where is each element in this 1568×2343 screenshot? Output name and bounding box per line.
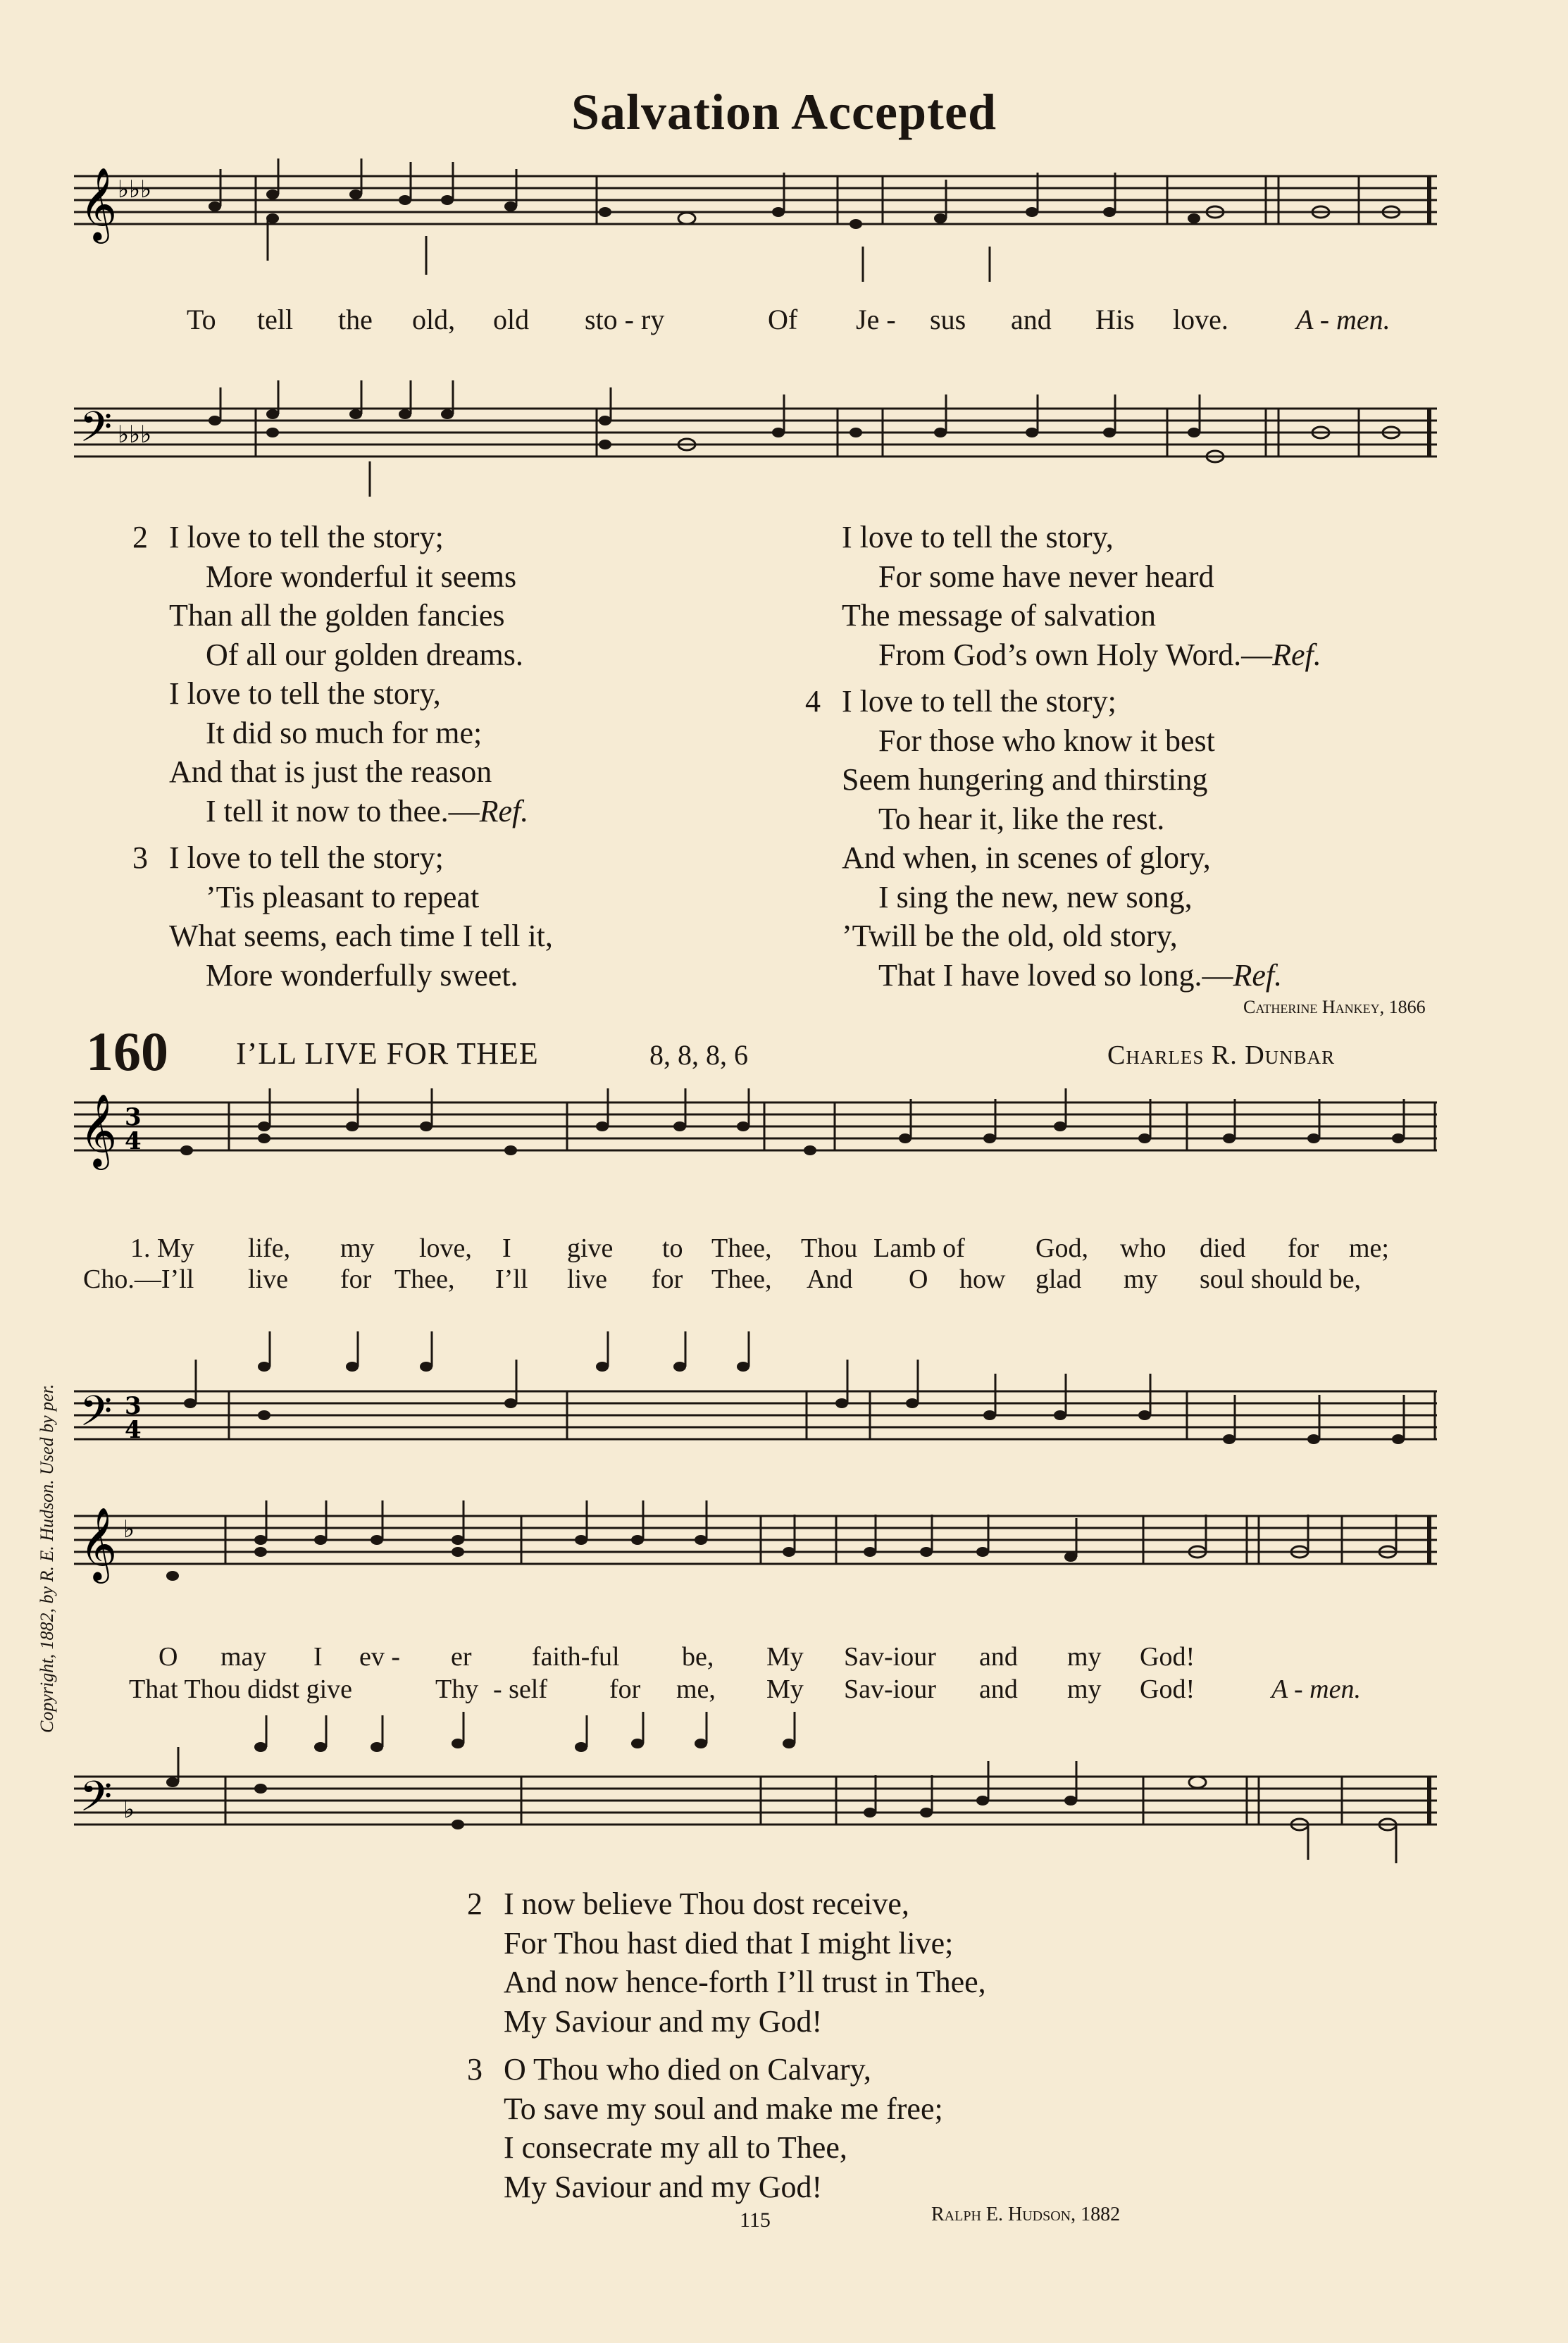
refrain-marker: Ref.	[1272, 637, 1321, 672]
page-number: 115	[740, 2208, 771, 2232]
lyric-syllable: Thou	[801, 1233, 858, 1263]
verse-3-continued-159	[842, 518, 1321, 674]
lyric-syllable: my	[340, 1233, 375, 1263]
hymn-number: 160	[86, 1021, 168, 1082]
verse-line: What seems, each time I tell it,	[169, 919, 553, 953]
verse-line: For some have never heard	[878, 559, 1214, 594]
verse-line: From God’s own Holy Word.—	[878, 637, 1273, 672]
verse-2-159	[132, 518, 529, 831]
lyric-syllable: sto - ry	[585, 304, 665, 335]
refrain-marker: Ref.	[1233, 957, 1283, 993]
lyric-syllable: ev -	[359, 1642, 401, 1672]
lyric-syllable: and	[979, 1642, 1018, 1672]
verse-line: And that is just the reason	[169, 754, 492, 789]
lyric-syllable: live	[567, 1264, 607, 1294]
lyric-syllable: be,	[682, 1642, 714, 1672]
lyric-syllable: may	[220, 1642, 267, 1672]
lyric-syllable: and	[1011, 304, 1052, 335]
verse-line: I love to tell the story;	[842, 684, 1116, 719]
verse-line: Seem hungering and thirsting	[842, 762, 1208, 797]
verse-line: ’Twill be the old, old story,	[842, 919, 1178, 953]
lyric-syllable: glad	[1035, 1264, 1082, 1294]
verse-line: I love to tell the story;	[169, 840, 444, 875]
verse-3-159	[132, 838, 553, 995]
verse-line: I sing the new, new song,	[878, 879, 1193, 914]
lyric-syllable: for	[340, 1264, 372, 1294]
lyric-syllable: my	[1067, 1642, 1102, 1672]
music-staff-treble-160-row2	[74, 1500, 1441, 1641]
lyric-syllable: Thee,	[711, 1233, 772, 1263]
lyric-syllable: live	[248, 1264, 288, 1294]
verse-line: I love to tell the story,	[169, 676, 441, 711]
svg-text:𝄞: 𝄞	[80, 1093, 118, 1167]
svg-text:4: 4	[125, 1416, 142, 1444]
verse-line: More wonderful it seems	[206, 559, 517, 594]
verse-line: Of all our golden dreams.	[206, 637, 523, 672]
lyric-syllable: Thee,	[711, 1264, 772, 1294]
lyric-syllable: to	[662, 1233, 683, 1263]
verse-number: 3	[467, 2052, 483, 2087]
lyric-syllable: and	[979, 1674, 1018, 1704]
music-staff-bass-160-row1	[74, 1317, 1441, 1451]
verse-line: And now hence-forth I’ll trust in Thee,	[504, 1965, 986, 1999]
svg-text:♭: ♭	[123, 1796, 135, 1824]
lyrics-line-159	[0, 303, 1568, 338]
copyright-notice: Copyright, 1882, by R. E. Hudson. Used by per.	[37, 1384, 57, 1733]
lyric-syllable: Je -	[856, 304, 896, 335]
hymn-title-salvation-accepted: Salvation Accepted	[571, 84, 997, 140]
lyric-syllable: died	[1200, 1233, 1246, 1263]
svg-text:𝄞: 𝄞	[80, 167, 118, 241]
verse-line: To hear it, like the rest.	[878, 801, 1165, 836]
lyric-syllable: My	[766, 1674, 804, 1704]
lyrics-line-160-row1-verse	[0, 1233, 1568, 1267]
lyric-syllable: love,	[419, 1233, 472, 1263]
lyric-syllable: who	[1120, 1233, 1166, 1263]
verse-line: O Thou who died on Calvary,	[504, 2052, 871, 2087]
verse-line: To save my soul and make me free;	[504, 2091, 943, 2126]
lyrics-line-160-row2-verse	[0, 1641, 1568, 1675]
lyric-syllable: life,	[248, 1233, 291, 1263]
music-credit-160: Ralph E. Hudson, 1882	[931, 2204, 1121, 2225]
lyric-syllable: 1. My	[130, 1233, 194, 1263]
lyric-syllable: Thy	[435, 1674, 479, 1704]
lyric-syllable: My	[766, 1642, 804, 1672]
lyric-syllable: I	[502, 1233, 511, 1263]
svg-text:𝄞: 𝄞	[80, 1507, 118, 1581]
lyric-syllable: old	[493, 304, 530, 335]
music-staff-bass-159	[74, 366, 1441, 500]
verse-4-159	[805, 682, 1283, 995]
lyric-syllable: sus	[930, 304, 966, 335]
lyric-syllable: soul should be,	[1200, 1264, 1362, 1294]
verse-line: For those who know it best	[878, 723, 1215, 758]
music-staff-treble-159	[74, 169, 1441, 303]
verse-2-160	[467, 1884, 986, 2041]
svg-text:♭: ♭	[123, 1515, 135, 1543]
lyric-syllable: tell	[257, 304, 294, 335]
lyric-syllable: To	[187, 304, 216, 335]
lyric-syllable: Lamb of	[873, 1233, 965, 1263]
lyric-syllable: A - men.	[1271, 1674, 1361, 1704]
verse-line: The message of salvation	[842, 598, 1156, 633]
verse-number: 2	[467, 1887, 483, 1921]
music-staff-treble-160-row1	[74, 1095, 1441, 1229]
verse-number: 2	[132, 520, 148, 554]
verse-line: I consecrate my all to Thee,	[504, 2130, 847, 2165]
lyric-syllable: His	[1095, 304, 1135, 335]
lyric-syllable: my	[1067, 1674, 1102, 1704]
author-credit-159: Catherine Hankey, 1866	[1243, 997, 1426, 1017]
verse-line: My Saviour and my God!	[504, 2169, 823, 2204]
lyric-syllable: God!	[1140, 1674, 1195, 1704]
lyric-syllable: Sav-iour	[844, 1674, 936, 1704]
lyric-syllable: I’ll	[495, 1264, 528, 1294]
lyric-syllable: Of	[768, 304, 798, 335]
lyric-syllable: for	[652, 1264, 683, 1294]
lyric-syllable: the	[338, 304, 373, 335]
verse-line: I love to tell the story,	[842, 520, 1114, 554]
lyric-syllable: I	[313, 1642, 323, 1672]
verse-line: I tell it now to thee.—	[206, 793, 480, 828]
lyric-syllable: O	[158, 1642, 178, 1672]
lyric-syllable: A - men.	[1296, 304, 1390, 335]
lyric-syllable: Sav-iour	[844, 1642, 936, 1672]
verse-line: For Thou hast died that I might live;	[504, 1925, 954, 1960]
music-staff-bass-160-row2	[74, 1719, 1441, 1874]
lyric-syllable: for	[609, 1674, 641, 1704]
svg-text:♭♭♭: ♭♭♭	[118, 421, 152, 449]
lyric-syllable: - self	[493, 1674, 548, 1704]
verse-line: It did so much for me;	[206, 715, 483, 750]
lyric-syllable: me,	[676, 1674, 716, 1704]
verse-line: I love to tell the story;	[169, 520, 444, 554]
lyric-syllable: That Thou didst give	[129, 1674, 352, 1704]
refrain-marker: Ref.	[479, 793, 529, 828]
lyric-syllable: for	[1288, 1233, 1319, 1263]
svg-text:4: 4	[125, 1127, 142, 1155]
svg-text:♭♭♭: ♭♭♭	[118, 175, 152, 204]
svg-text:3: 3	[125, 1103, 142, 1131]
lyric-syllable: Thee,	[394, 1264, 455, 1294]
lyrics-line-160-row2-chorus	[0, 1674, 1568, 1708]
verse-line: That I have loved so long.—	[878, 957, 1233, 993]
lyrics-line-160-row1-chorus	[0, 1264, 1568, 1298]
verse-line: My Saviour and my God!	[504, 2003, 823, 2039]
hymn-meter: 8, 8, 8, 6	[649, 1039, 748, 1071]
lyric-syllable: And	[807, 1264, 853, 1294]
lyric-syllable: er	[451, 1642, 472, 1672]
lyric-syllable: O	[909, 1264, 928, 1294]
hymn-title-ill-live-for-thee: I’LL LIVE FOR THEE	[236, 1036, 539, 1071]
verse-line: And when, in scenes of glory,	[842, 840, 1211, 875]
verse-number: 4	[805, 684, 821, 719]
lyric-syllable: Cho.—I’ll	[83, 1264, 194, 1294]
lyric-syllable: give	[567, 1233, 614, 1263]
verse-line: I now believe Thou dost receive,	[504, 1887, 909, 1921]
svg-text:𝄢: 𝄢	[80, 1386, 113, 1446]
lyric-syllable: old,	[412, 304, 456, 335]
lyric-syllable: God!	[1140, 1642, 1195, 1672]
lyric-syllable: faith-ful	[532, 1642, 620, 1672]
svg-text:𝄢: 𝄢	[80, 402, 113, 461]
lyric-syllable: how	[959, 1264, 1006, 1294]
verse-line: ’Tis pleasant to repeat	[206, 879, 480, 914]
verse-line: Than all the golden fancies	[169, 598, 505, 633]
svg-text:3: 3	[125, 1392, 142, 1420]
verse-3-160	[467, 2050, 943, 2206]
lyric-syllable: love.	[1173, 304, 1228, 335]
lyric-syllable: my	[1124, 1264, 1158, 1294]
verse-number: 3	[132, 840, 148, 875]
lyric-syllable: me;	[1349, 1233, 1389, 1263]
verse-line: More wonderfully sweet.	[206, 957, 518, 993]
lyric-syllable: God,	[1035, 1233, 1088, 1263]
composer-credit: Charles R. Dunbar	[1107, 1040, 1336, 1070]
svg-text:𝄢: 𝄢	[80, 1772, 113, 1831]
